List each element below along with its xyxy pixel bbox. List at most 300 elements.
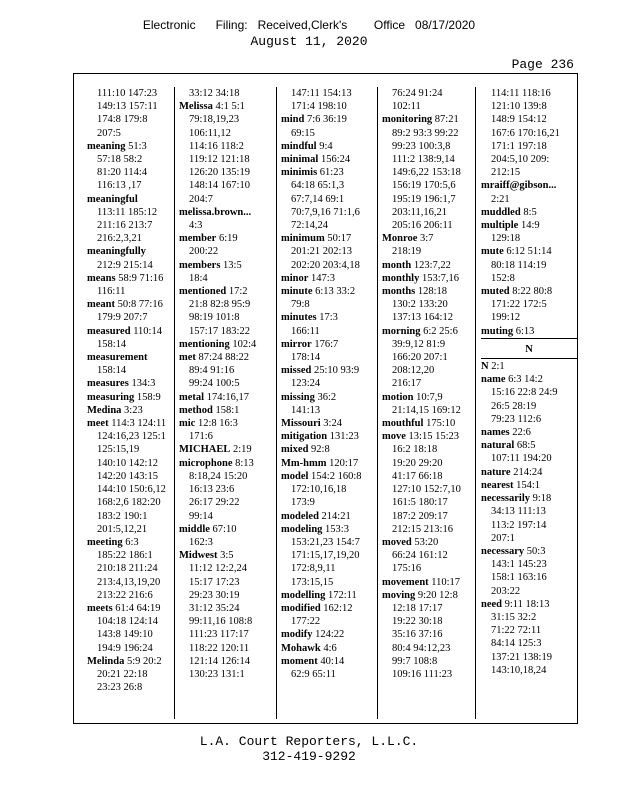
index-locator: 174:8 179:8	[97, 114, 148, 126]
index-term: mouthful	[382, 418, 424, 430]
index-locator: 128:18	[417, 286, 448, 298]
index-locator: 127:10 152:7,10	[392, 484, 461, 496]
index-entry	[481, 360, 577, 373]
index-locator: 9:18	[532, 493, 552, 505]
index-term: modified	[281, 602, 321, 614]
index-entry	[382, 259, 478, 272]
filing-stamp: Electronic Filing: Received,Clerk's Office 08/17/2020	[142, 18, 476, 32]
index-locator: 66:24 161:12	[392, 550, 448, 562]
index-term: meaningful	[87, 193, 138, 205]
index-frame	[73, 73, 578, 724]
index-entry	[481, 426, 577, 439]
letter-heading: N	[525, 343, 533, 355]
index-locator: 79:18,19,23	[189, 114, 240, 126]
index-locator: 110:14	[133, 325, 162, 337]
index-locator: 67:7,14 69:1	[291, 193, 345, 205]
index-locator: 124:22	[315, 629, 345, 641]
index-entry	[382, 576, 478, 589]
index-term: mindful	[281, 140, 317, 152]
index-locator: 21:14,15 169:12	[392, 404, 461, 416]
index-term: moving	[382, 589, 416, 601]
index-locator: 129:18	[491, 233, 521, 245]
index-entry	[382, 417, 478, 430]
index-locator: 213:4,13,19,20	[97, 576, 161, 588]
index-locator: 18:4	[189, 272, 208, 284]
index-locator: 34:13 111:13	[491, 506, 546, 518]
index-entry	[87, 193, 183, 206]
index-locator: 71:22 72:11	[491, 625, 542, 637]
index-locator: 61:4 64:19	[115, 602, 161, 614]
index-locator: 15:16 22:8 24:9	[491, 387, 558, 399]
index-term: Melinda	[87, 655, 125, 667]
index-locator: 26:17 29:22	[189, 497, 240, 509]
index-entry	[281, 232, 377, 245]
index-locator: 84:14 125:3	[491, 638, 542, 650]
index-locator: 207:5	[97, 127, 121, 139]
index-term: model	[281, 470, 309, 482]
index-locator: 2:19	[232, 444, 252, 456]
index-locator: 13:15 15:23	[408, 431, 460, 443]
index-locator: 6:19	[218, 233, 238, 245]
index-entry	[179, 391, 275, 404]
index-term: meet	[87, 418, 109, 430]
index-entry	[281, 272, 377, 285]
index-locator: 19:20 29:20	[392, 457, 443, 469]
index-entry	[87, 298, 183, 311]
index-term: measured	[87, 325, 131, 337]
index-locator: 41:17 66:18	[392, 470, 443, 482]
index-entry	[281, 628, 377, 641]
index-locator: 152:8	[491, 272, 515, 284]
index-locator: 114:11 118:16	[491, 88, 551, 99]
index-entry	[382, 589, 478, 602]
index-locator: 199:12	[491, 312, 521, 324]
index-entry	[281, 510, 377, 523]
index-locator: 141:13	[291, 404, 321, 416]
index-locator: 50:17	[327, 233, 352, 245]
index-term: monitoring	[382, 114, 433, 126]
index-locator: 187:2 209:17	[392, 510, 448, 522]
index-term: moved	[382, 536, 412, 548]
index-locator: 35:16 37:16	[392, 629, 443, 641]
index-locator: 143:8 149:10	[97, 629, 153, 641]
column-divider	[377, 87, 378, 719]
index-locator: 123:7,22	[413, 259, 451, 271]
index-locator: 89:4 91:16	[189, 365, 235, 377]
index-term: nearest	[481, 479, 514, 491]
index-term: minimum	[281, 233, 325, 245]
index-entry	[87, 245, 183, 258]
index-locator: 2:1	[491, 361, 505, 373]
index-term: Mm-hmm	[281, 457, 327, 469]
index-locator: 6:13	[515, 325, 535, 337]
index-locator: 171:6	[189, 431, 213, 443]
index-term: moment	[281, 655, 318, 667]
reporter-name: L.A. Court Reporters, L.L.C.	[199, 734, 419, 749]
index-entry	[382, 325, 478, 338]
index-locator: 81:20 114:4	[97, 167, 148, 179]
index-term: muting	[481, 325, 514, 337]
index-locator: 156:24	[320, 154, 351, 166]
index-term: metal	[179, 391, 205, 403]
index-locator: 201:21 202:13	[291, 246, 352, 258]
index-entry	[481, 206, 577, 219]
index-term: Missouri	[281, 418, 321, 430]
index-locator: 62:9 65:11	[291, 668, 336, 680]
index-locator: 210:18 211:24	[97, 563, 158, 575]
index-locator: 203:11,16,21	[392, 206, 448, 218]
index-entry	[87, 377, 183, 390]
index-locator: 10:7,9	[416, 391, 443, 403]
index-locator: 23:23 26:8	[97, 682, 143, 694]
index-locator: 175:10	[426, 418, 456, 430]
index-locator: 143:1 145:23	[491, 559, 547, 571]
index-entry	[382, 536, 478, 549]
index-term: mirror	[281, 338, 312, 350]
index-locator: 173:15,15	[291, 576, 334, 588]
index-term: measures	[87, 378, 129, 390]
index-locator: 68:5	[516, 440, 536, 452]
index-term: microphone	[179, 457, 233, 469]
index-locator: 6:3	[125, 536, 139, 548]
index-entry	[281, 285, 377, 298]
column-divider	[276, 87, 277, 719]
index-locator: 137:13 164:12	[392, 312, 453, 324]
index-locator: 51:3	[128, 140, 147, 152]
index-locator: 9:11 18:13	[504, 598, 550, 610]
index-locator: 172:11	[327, 589, 357, 601]
index-entry	[87, 536, 183, 549]
index-entry	[87, 404, 183, 417]
index-locator: 87:24 88:22	[198, 352, 249, 364]
index-locator: 174:16,17	[206, 391, 249, 403]
index-locator: 201:5,12,21	[97, 523, 148, 535]
index-locator: 92:8	[311, 444, 330, 456]
index-locator: 80:18 114:19	[491, 259, 547, 271]
index-term: method	[179, 404, 213, 416]
index-entry	[281, 602, 377, 615]
index-locator: 218:19	[392, 246, 422, 258]
index-locator: 53:20	[414, 536, 439, 548]
section-rule-top	[481, 338, 577, 339]
index-locator: 76:24 91:24	[392, 88, 443, 99]
index-locator: 142:20 143:15	[97, 470, 158, 482]
index-locator: 57:18 58:2	[97, 154, 143, 166]
index-term: measurement	[87, 352, 148, 364]
filing-header	[0, 18, 618, 49]
index-locator: 203:22	[491, 585, 521, 597]
index-locator: 16:2 18:18	[392, 444, 438, 456]
index-locator: 194:9 196:24	[97, 642, 153, 654]
index-entry	[281, 417, 377, 430]
index-locator: 61:23	[319, 167, 344, 179]
index-locator: 113:11 185:12	[97, 206, 158, 218]
index-entry	[481, 245, 577, 258]
index-term: names	[481, 427, 510, 439]
index-term: muddled	[481, 206, 521, 218]
index-term: meaning	[87, 140, 126, 152]
index-locator: 72:14,24	[291, 220, 329, 232]
index-term: Medina	[87, 404, 122, 416]
index-entry	[281, 166, 377, 179]
index-locator: 185:22 186:1	[97, 550, 153, 562]
index-locator: 134:3	[131, 378, 156, 390]
index-term: mraiff@gibson...	[481, 180, 557, 192]
index-locator: 144:10 150:6,12	[97, 484, 166, 496]
index-locator: 4:3	[189, 220, 203, 232]
index-locator: 2:21	[491, 193, 510, 205]
index-term: monthly	[382, 272, 420, 284]
index-term: minor	[281, 272, 309, 284]
index-term: muted	[481, 286, 510, 298]
index-locator: 123:24	[291, 378, 321, 390]
index-term: missing	[281, 391, 315, 403]
index-locator: 172:8,9,11	[291, 563, 336, 575]
index-entry	[87, 391, 183, 404]
index-term: Melissa	[179, 101, 213, 113]
index-locator: 98:19 101:8	[189, 312, 240, 324]
index-locator: 113:2 197:14	[491, 519, 547, 531]
index-locator: 3:7	[420, 233, 434, 245]
index-locator: 172:10,16,18	[291, 484, 347, 496]
index-locator: 13:5	[223, 259, 242, 271]
index-locator: 9:4	[319, 140, 333, 152]
index-term: move	[382, 431, 406, 443]
index-entry	[382, 285, 478, 298]
index-term: meant	[87, 299, 115, 311]
index-entry	[179, 259, 275, 272]
index-locator: 12:18 17:17	[392, 602, 443, 614]
index-locator: 171:15,17,19,20	[291, 550, 360, 562]
index-locator: 22:6	[512, 427, 531, 439]
index-entry	[281, 338, 377, 351]
index-term: meets	[87, 602, 113, 614]
index-locator: 79:8	[291, 299, 310, 311]
index-entry	[281, 430, 377, 443]
index-locator: 147:11 154:13	[291, 88, 352, 99]
index-locator: 161:5 180:17	[392, 497, 448, 509]
index-entry	[87, 325, 183, 338]
index-entry	[179, 232, 275, 245]
index-locator: 39:9,12 81:9	[392, 338, 446, 350]
index-locator: 64:18 65:1,3	[291, 180, 345, 192]
index-term: nature	[481, 466, 511, 478]
index-locator: 25:10 93:9	[313, 365, 360, 377]
index-column-2	[179, 87, 275, 719]
index-locator: 154:2 160:8	[311, 470, 362, 482]
index-locator: 8:13	[235, 457, 254, 469]
index-term: movement	[382, 576, 429, 588]
index-locator: 171:22 172:5	[491, 299, 547, 311]
index-locator: 205:16 206:11	[392, 220, 453, 232]
index-entry	[87, 602, 183, 615]
index-locator: 79:23 112:6	[491, 413, 542, 425]
index-locator: 149:13 157:11	[97, 101, 158, 113]
index-term: members	[179, 259, 221, 271]
index-locator: 216:2,3,21	[97, 233, 142, 245]
index-locator: 148:9 154:12	[491, 114, 547, 126]
index-entry	[281, 470, 377, 483]
index-term: motion	[382, 391, 414, 403]
index-locator: 26:5 28:19	[491, 400, 537, 412]
index-locator: 119:12 121:18	[189, 154, 250, 166]
index-locator: 40:14	[320, 655, 345, 667]
index-term: minute	[281, 286, 313, 298]
index-term: met	[179, 352, 196, 364]
index-locator: 153:7,16	[421, 272, 460, 284]
index-locator: 3:5	[220, 550, 234, 562]
index-entry	[481, 325, 577, 338]
index-term: mic	[179, 418, 196, 430]
index-entry	[481, 285, 577, 298]
index-term: means	[87, 272, 116, 284]
index-locator: 8:5	[523, 206, 537, 218]
index-locator: 213:22 216:6	[97, 589, 153, 601]
reporter-phone: 312-419-9292	[262, 749, 356, 764]
index-term: modify	[281, 629, 313, 641]
index-entry	[87, 417, 183, 430]
index-entry	[281, 391, 377, 404]
index-term: modeling	[281, 523, 323, 535]
index-locator: 177:22	[291, 616, 321, 628]
index-locator: 143:10,18,24	[491, 664, 547, 676]
index-locator: 36:2	[317, 391, 337, 403]
index-entry	[382, 232, 478, 245]
index-locator: 124:16,23 125:1	[97, 431, 166, 443]
index-locator: 67:10	[212, 523, 237, 535]
index-entry	[87, 140, 183, 153]
index-entry	[481, 545, 577, 558]
index-locator: 207:1	[491, 532, 515, 544]
index-locator: 114:16 118:2	[189, 140, 244, 152]
index-term: mind	[281, 114, 305, 126]
index-entry	[179, 351, 275, 364]
index-entry	[281, 655, 377, 668]
index-column-1	[87, 87, 183, 719]
index-column-3	[281, 87, 377, 719]
column-divider	[174, 87, 175, 719]
index-entry	[281, 589, 377, 602]
index-locator: 183:2 190:1	[97, 510, 148, 522]
index-entry	[179, 443, 275, 456]
index-locator: 168:2,6 182:20	[97, 497, 161, 509]
index-term: necessary	[481, 545, 525, 557]
index-term: Monroe	[382, 233, 418, 245]
index-locator: 176:7	[314, 338, 339, 350]
index-entry	[382, 391, 478, 404]
index-term: name	[481, 374, 506, 386]
index-column-4	[382, 87, 478, 719]
index-term: middle	[179, 523, 210, 535]
index-locator: 8:22 80:8	[512, 286, 553, 298]
index-entry	[87, 655, 183, 668]
index-locator: 214:24	[513, 466, 543, 478]
index-column-5	[481, 87, 577, 719]
index-entry	[179, 417, 275, 430]
index-entry	[179, 549, 275, 562]
index-locator: 111:23 117:17	[189, 629, 249, 641]
index-entry	[481, 179, 577, 192]
index-locator: 212:15	[491, 167, 521, 179]
index-locator: 33:12 34:18	[189, 88, 240, 99]
index-locator: 131:23	[329, 431, 359, 443]
index-locator: 104:18 124:14	[97, 616, 158, 628]
index-entry	[281, 153, 377, 166]
index-locator: 99:23 100:3,8	[392, 140, 451, 152]
index-entry	[382, 272, 478, 285]
index-locator: 20:21 22:18	[97, 668, 148, 680]
index-locator: 154:1	[516, 479, 541, 491]
index-locator: 158:1 163:16	[491, 572, 547, 584]
index-locator: 156:19 170:5,6	[392, 180, 456, 192]
index-locator: 126:20 135:19	[189, 167, 250, 179]
index-locator: 200:22	[189, 246, 219, 258]
index-entry	[481, 479, 577, 492]
index-entry	[179, 285, 275, 298]
index-locator: 158:9	[136, 391, 161, 403]
index-term: natural	[481, 440, 515, 452]
index-locator: 204:5,10 209:	[491, 154, 550, 166]
index-locator: 50:8 77:16	[117, 299, 163, 311]
index-locator: 110:17	[431, 576, 461, 588]
index-locator: 6:12 51:14	[506, 246, 552, 258]
index-locator: 208:12,20	[392, 365, 435, 377]
index-locator: 11:12 12:2,24	[189, 563, 247, 575]
index-locator: 3:23	[124, 404, 143, 416]
index-locator: 153:3	[325, 523, 349, 535]
index-locator: 171:1 197:18	[491, 140, 547, 152]
reporter-footer	[0, 734, 618, 764]
index-locator: 195:19 196:1,7	[392, 193, 456, 205]
index-locator: 162:12	[323, 602, 353, 614]
index-term: need	[481, 598, 502, 610]
index-term: Mohawk	[281, 642, 321, 654]
index-locator: 158:14	[97, 338, 127, 350]
index-term: measuring	[87, 391, 135, 403]
index-locator: 212:9 215:14	[97, 259, 153, 271]
index-locator: 89:2 93:3 99:22	[392, 127, 459, 139]
index-locator: 106:11,12	[189, 127, 231, 139]
section-rule-bottom	[481, 358, 577, 359]
index-locator: 178:14	[291, 352, 321, 364]
index-entry	[481, 373, 577, 386]
index-locator: 9:20 12:8	[417, 589, 458, 601]
index-entry	[481, 466, 577, 479]
index-locator: 80:4 94:12,23	[392, 642, 451, 654]
index-locator: 130:23 131:1	[189, 668, 245, 680]
index-locator: 16:13 23:6	[189, 484, 235, 496]
index-term: mixed	[281, 444, 309, 456]
index-entry	[87, 351, 183, 364]
index-locator: 166:20 207:1	[392, 352, 448, 364]
page-number: Page 236	[511, 57, 574, 72]
index-locator: 125:15,19	[97, 444, 140, 456]
index-entry	[281, 140, 377, 153]
index-locator: 21:8 82:8 95:9	[189, 299, 251, 311]
index-entry	[281, 457, 377, 470]
index-entry	[179, 338, 275, 351]
index-term: missed	[281, 365, 312, 377]
index-term: month	[382, 259, 412, 271]
index-term: minimis	[281, 167, 318, 179]
index-locator: 69:15	[291, 127, 315, 139]
index-locator: 130:2 133:20	[392, 299, 448, 311]
index-locator: 162:3	[189, 536, 213, 548]
index-entry	[179, 523, 275, 536]
index-term: Midwest	[179, 550, 218, 562]
index-locator: 102:4	[232, 338, 257, 350]
index-locator: 118:22 120:11	[189, 642, 250, 654]
